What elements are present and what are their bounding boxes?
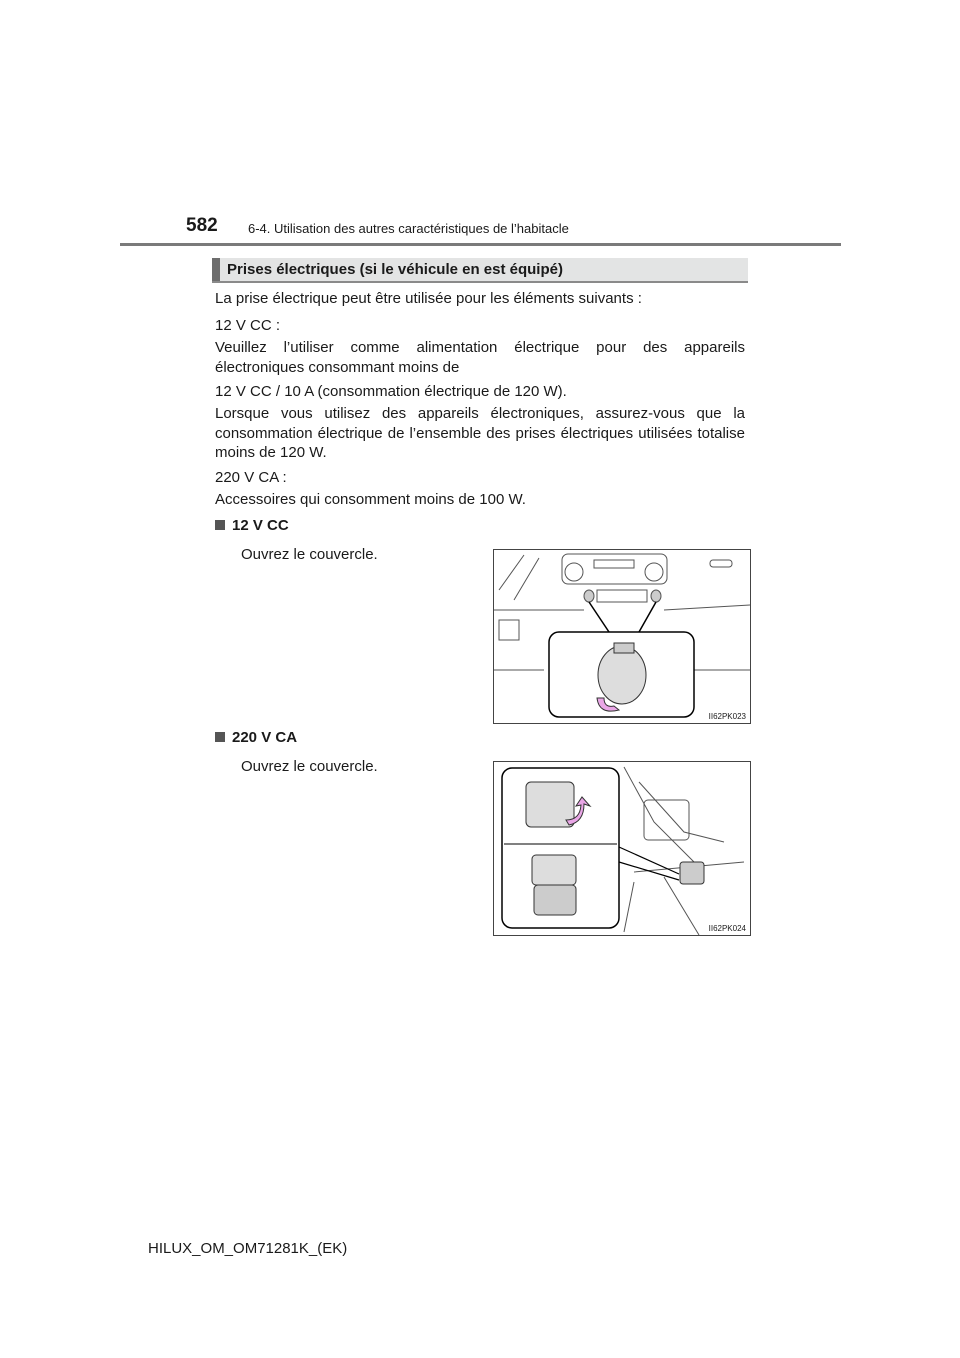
footer-doc-id: HILUX_OM_OM71281K_(EK) — [148, 1240, 348, 1257]
dc-label: 12 V CC : — [215, 317, 281, 334]
subsection-12v-instruction: Ouvrez le couvercle. — [241, 546, 378, 563]
figure-12v-socket — [493, 549, 751, 724]
dc-text-1: Veuillez l’utiliser comme alimentation électrique pour des appareils électroniques consommant moins de — [215, 339, 745, 376]
section-heading-bar — [212, 258, 220, 281]
subsection-12v-title: 12 V CC — [232, 517, 289, 534]
page-number: 582 — [186, 215, 218, 236]
console-socket-illustration — [494, 762, 750, 935]
section-heading — [212, 258, 748, 283]
figure-code: II62PK024 — [708, 924, 746, 933]
subsection-12v-heading — [215, 517, 289, 534]
ac-text: Accessoires qui consomment moins de 100 W. — [215, 491, 526, 508]
dc-text-3: Lorsque vous utilisez des appareils électroniques, assurez-vous que la consommation électrique de l’ensemble des prises électriques utilisées totalise moins de 120 W. — [215, 405, 745, 461]
subsection-220v-title: 220 V CA — [232, 729, 298, 746]
dashboard-socket-illustration — [494, 550, 750, 723]
square-bullet-icon — [215, 520, 225, 530]
section-title: Prises électriques (si le véhicule en est équipé) — [227, 261, 563, 278]
subsection-220v-instruction: Ouvrez le couvercle. — [241, 758, 378, 775]
ac-label: 220 V CA : — [215, 469, 287, 486]
intro-text: La prise électrique peut être utilisée pour les éléments suivants : — [215, 290, 642, 307]
square-bullet-icon — [215, 732, 225, 742]
chapter-title: 6-4. Utilisation des autres caractéristiques de l’habitacle — [248, 221, 569, 236]
subsection-220v-heading — [215, 729, 297, 746]
dc-text-2: 12 V CC / 10 A (consommation électrique de 120 W). — [215, 383, 567, 400]
figure-code: II62PK023 — [708, 712, 746, 721]
header-divider — [120, 243, 841, 246]
figure-220v-socket — [493, 761, 751, 936]
